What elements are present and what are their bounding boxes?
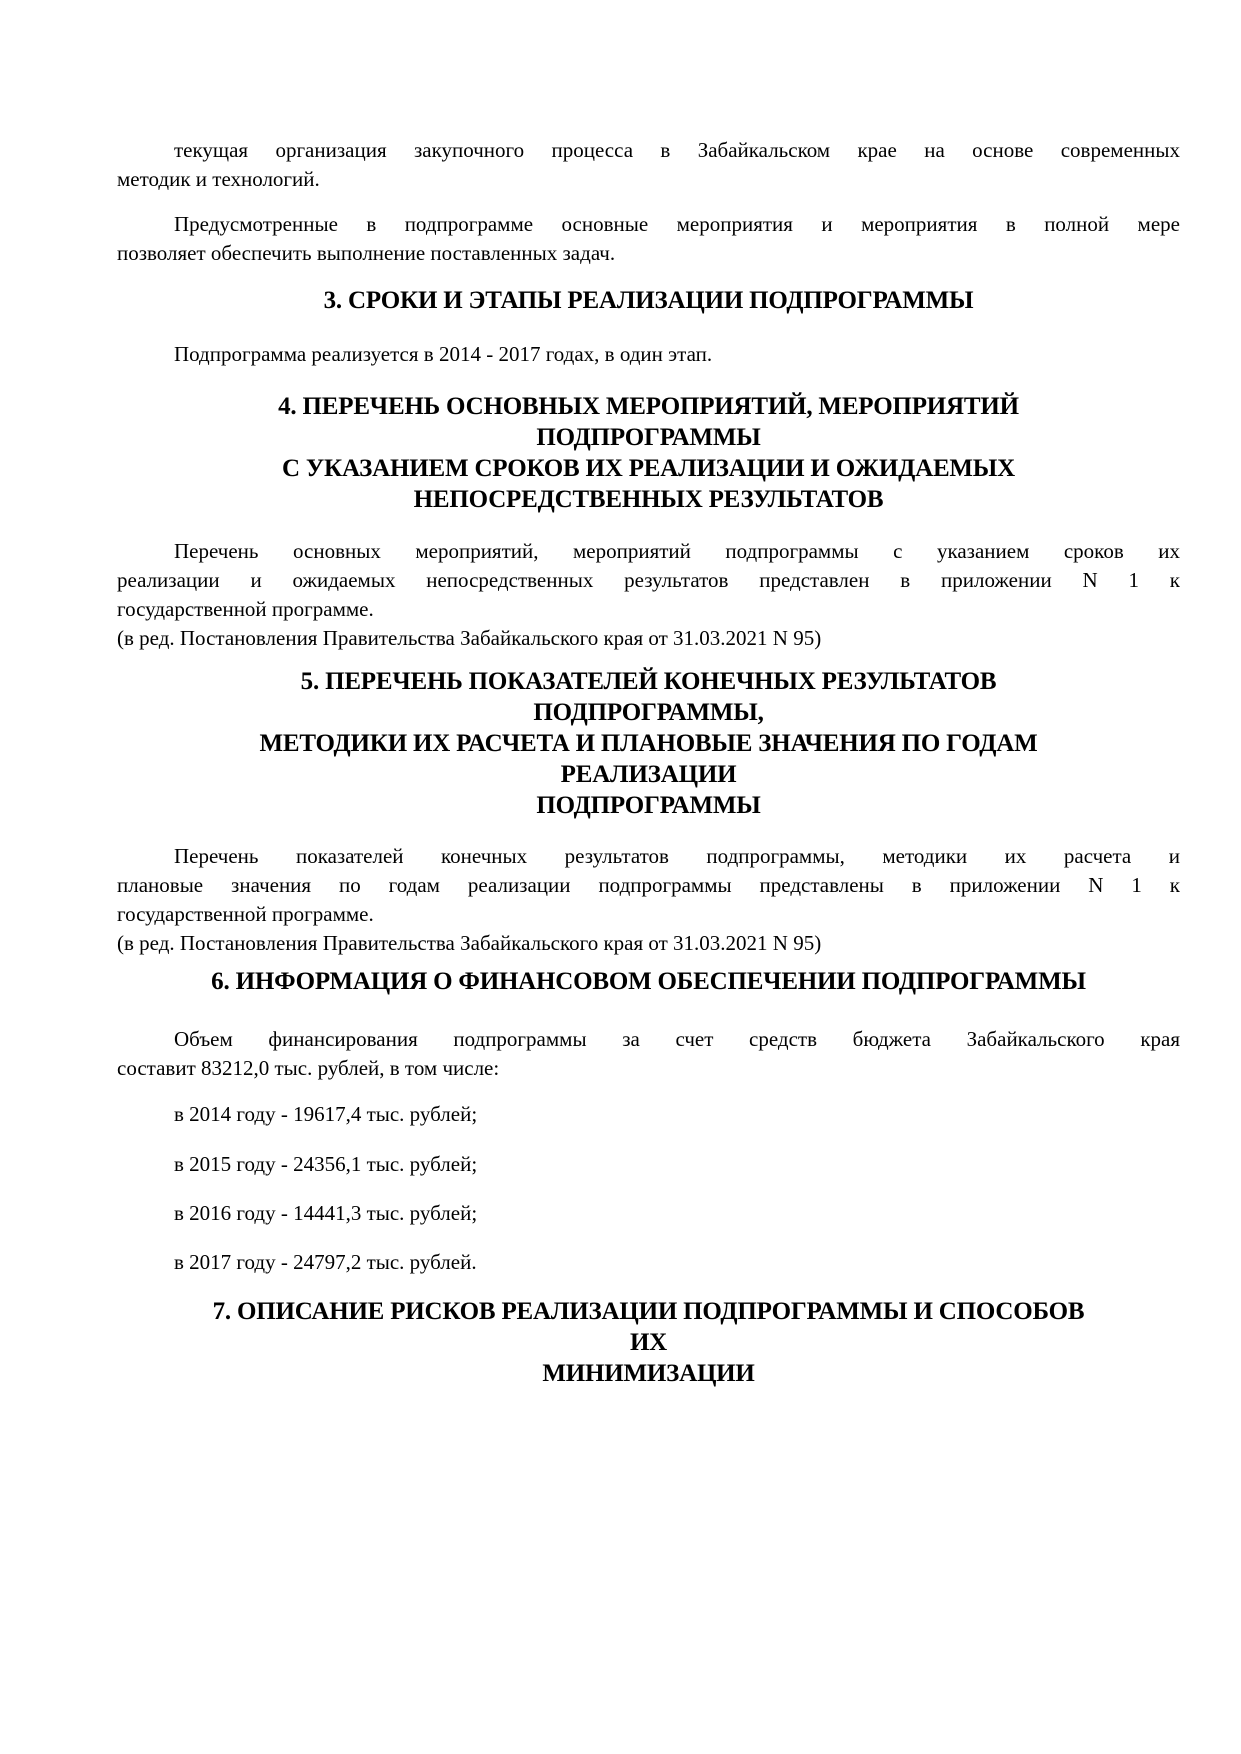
section-4-amendment: (в ред. Постановления Правительства Забайкальского края от 31.03.2021 N 95) [117, 626, 822, 650]
section-4-heading: 4. ПЕРЕЧЕНЬ ОСНОВНЫХ МЕРОПРИЯТИЙ, МЕРОПРИЯТИЙ ПОДПРОГРАММЫ С УКАЗАНИЕМ СРОКОВ ИХ РЕАЛИЗАЦИИ И ОЖИДАЕМЫХ НЕПОСРЕДСТВЕННЫХ РЕЗУЛЬТАТОВ [278, 393, 1019, 513]
section-7-heading: 7. ОПИСАНИЕ РИСКОВ РЕАЛИЗАЦИИ ПОДПРОГРАММЫ И СПОСОБОВ ИХ МИНИМИЗАЦИИ [212, 1298, 1085, 1387]
funding-2014: в 2014 году - 19617,4 тыс. рублей; [174, 1102, 478, 1126]
section-5-text: Перечень показателей конечных результатов подпрограммы, методики их расчета и плановые значения по годам реализации подпрограммы представлены в приложении N 1 к государственной программе. (в ред. Постановления Правительства Забайкальского края от 31.03.2021 N 95) [117, 842, 1180, 958]
section-6-heading: 6. ИНФОРМАЦИЯ О ФИНАНСОВОМ ОБЕСПЕЧЕНИИ ПОДПРОГРАММЫ [211, 968, 1086, 995]
section-4-text: Перечень основных мероприятий, мероприятий подпрограммы с указанием сроков их реализации и ожидаемых непосредственных результатов представлен в приложении N 1 к государственной программе. (в ред. Постановления Правительства Забайкальского края от 31.03.2021 N 95) [117, 537, 1180, 653]
intro-paragraph-1: текущая организация закупочного процесса в Забайкальском крае на основе современных методик и технологий. [117, 138, 1180, 191]
funding-2016: в 2016 году - 14441,3 тыс. рублей; [174, 1201, 478, 1225]
funding-2015: в 2015 году - 24356,1 тыс. рублей; [174, 1152, 478, 1176]
section-6-text: Объем финансирования подпрограммы за счет средств бюджета Забайкальского края составит 83212,0 тыс. рублей, в том числе: [117, 1027, 1180, 1080]
funding-2017: в 2017 году - 24797,2 тыс. рублей. [174, 1250, 477, 1274]
intro-paragraph-2: Предусмотренные в подпрограмме основные мероприятия и мероприятия в полной мере позволяет обеспечить выполнение поставленных задач. [117, 212, 1180, 265]
section-5-amendment: (в ред. Постановления Правительства Забайкальского края от 31.03.2021 N 95) [117, 931, 822, 955]
section-5-heading: 5. ПЕРЕЧЕНЬ ПОКАЗАТЕЛЕЙ КОНЕЧНЫХ РЕЗУЛЬТАТОВ ПОДПРОГРАММЫ, МЕТОДИКИ ИХ РАСЧЕТА И ПЛАНОВЫЕ ЗНАЧЕНИЯ ПО ГОДАМ РЕАЛИЗАЦИИ ПОДПРОГРАММЫ [259, 668, 1038, 819]
section-3-heading: 3. СРОКИ И ЭТАПЫ РЕАЛИЗАЦИИ ПОДПРОГРАММЫ [323, 287, 974, 314]
section-3-text: Подпрограмма реализуется в 2014 - 2017 годах, в один этап. [174, 342, 713, 366]
